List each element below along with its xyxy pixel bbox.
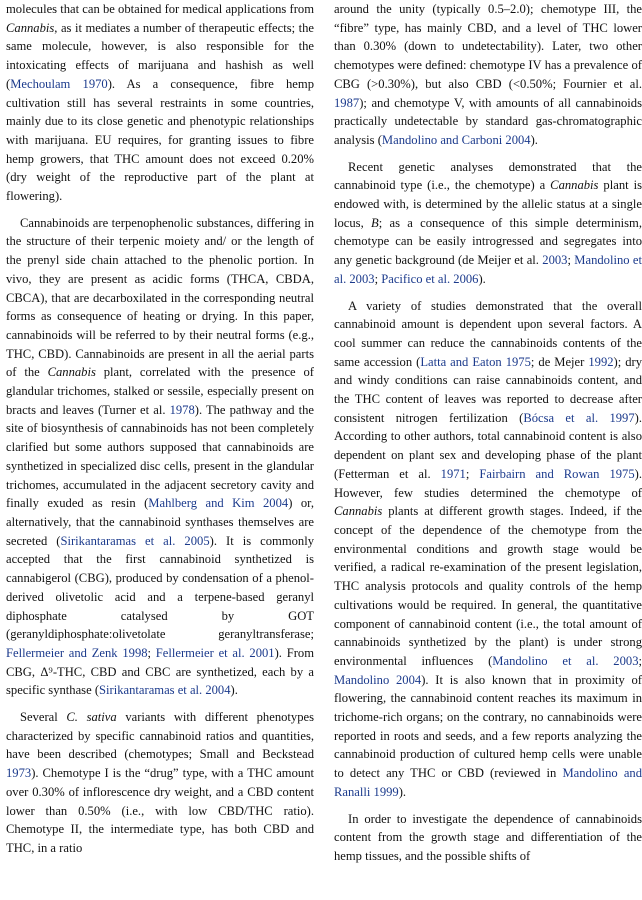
citation-link[interactable]: Mandolino and Carboni 2004 xyxy=(381,132,531,147)
citation-link[interactable]: Latta and Eaton 1975 xyxy=(420,354,531,369)
left-column xyxy=(6,0,314,900)
paragraph-chemotypes: Several C. sativa variants with different phenotypes characterized by specific cannabinoid ratios and quantities, have been described (chemotypes; Small and Beckstead 1973). Chemotype I is the “drug” type, with a THC amount over 0.30% of inflorescence dry weight, and a CBD content lower than 0.50% (i.e., with low CBD/THC ratio). Chemotype II, the intermediate type, has both CBD and THC, in a ratio xyxy=(6,710,314,855)
citation-link[interactable]: Mandolino et al. 2003 xyxy=(334,253,642,286)
paragraph-cannabinoid-factors: A variety of studies demonstrated that the overall cannabinoid amount is dependent upon several factors. A cool summer can reduce the cannabinoids contents of the same accession (Latta and Eaton 1975; de Mejer 1992); dry and windy conditions can raise cannabinoids content, and the THC content of leaves was reported to decrease after consistent nitrogen fertilization (Bócsa et al. 1997). According to other authors, total cannabinoid content is also dependent on plant sex and developing phase of the plant (Fetterman et al. 1971; Fairbairn and Rowan 1975). However, few studies determined the chemotype of Cannabis plants at different growth stages. Indeed, if the concept of the dependence of the chemotype from the environmental conditions and growth stage would be verified, a radical re-examination of the present legislation, THC analysis protocols and quality controls of the hemp cultivations would be required. In general, the quantitative component of cannabinoid content (i.e., the total amount of cannabinoids synthetized by the plant) is under strong environmental influences (Mandolino et al. 2003; Mandolino 2004). It is also known that in proximity of flowering, the cannabinoid content reaches its maximum in trichome-rich organs; on the contrary, no cannabinoids were reported in roots and seeds, and a few reports analyzing the cannabinoid production of cultured hemp cells were unable to detect any THC or CBD (reviewed in Mandolino and Ranalli 1999). xyxy=(334,298,642,799)
citation-link[interactable]: Mahlberg and Kim 2004 xyxy=(148,496,289,511)
paragraph-cannabinoids-structure: Cannabinoids are terpenophenolic substances, differing in the structure of their terpenic moiety and/ or the length of the prenyl side chain attached to the phenolic portion. In vivo, they are present as acidic forms (THCA, CBDA, CBCA), that are decarboxilated in the corresponding neutral forms as consequence of heating or drying. In this paper, cannabinoids will be referred to by their neutral forms (e.g., THC, CBD). Cannabinoids are present in all the aerial parts of the Cannabis plant, correlated with the presence of glandular trichomes, stalked or sessile, especially present on bracts and leaves (Turner et al. 1978). The pathway and the site of biosynthesis of cannabinoids has not been completely clarified but some authors supposed that cannabinoids are synthetized in specialized disc cells, present in the glandular trichomes, accumulated in the adjacent secretory cavity and finally exuded as resin (Mahlberg and Kim 2004) or, alternatively, that the cannabinoid synthases themselves are secreted (Sirikantaramas et al. 2005). It is commonly accepted that the first cannabinoid synthetized is cannabigerol (CBG), produced by condensation of a phenol-derived olivetolic acid and a terpene-based geranyl diphosphate catalysed by GOT (geranyldiphosphate:olivetolate geranyltransferase; Fellermeier and Zenk 1998; Fellermeier et al. 2001). From CBG, Δ⁹-THC, CBD and CBC are synthetized, each by a specific synthase (Sirikantaramas et al. 2004). xyxy=(6,215,315,698)
paragraph-genetic-analyses: Recent genetic analyses demonstrated that the cannabinoid type (i.e., the chemotype) a Cannabis plant is endowed with, is determined by the allelic status at a single locus, B; as a consequence of this simple determinism, chemotype can be easily introgressed and segregates into any genetic background (de Meijer et al. 2003; Mandolino et al. 2003; Pacifico et al. 2006). xyxy=(334,159,642,286)
right-column xyxy=(334,0,642,900)
citation-link[interactable]: 1978 xyxy=(169,402,195,417)
paragraph-medical-applications: molecules that can be obtained for medical applications from Cannabis, as it mediates a number of therapeutic effects; the same molecule, however, is also responsible for the intoxicating effects of marijuana and hashish as well (Mechoulam 1970). As a consequence, fibre hemp cultivation still has several restraints in some countries, mainly due to its close genetic and phenotypic relationships with marijuana. EU requires, for granting issues to fibre hemp growers, that THC amount does not exceed 0.20% (dry weight of the reproductive part of the plant at flowering). xyxy=(6,2,314,204)
paragraph-investigation: In order to investigate the dependence of cannabinoids content from the growth stage and differentiation of the hemp tissues, and the possible shifts of xyxy=(334,811,642,863)
citation-link[interactable]: Sirikantaramas et al. 2004 xyxy=(99,683,231,698)
citation-link[interactable]: Fairbairn and Rowan 1975 xyxy=(479,466,635,481)
citation-link[interactable]: Pacifico et al. 2006 xyxy=(381,271,479,286)
citation-link[interactable]: 1973 xyxy=(6,766,32,781)
citation-link[interactable]: 1992 xyxy=(588,354,614,369)
citation-link[interactable]: Mandolino et al. 2003 xyxy=(492,653,639,668)
citation-link[interactable]: Sirikantaramas et al. 2005 xyxy=(60,533,210,548)
citation-link[interactable]: Mandolino 2004 xyxy=(334,672,422,687)
citation-link[interactable]: Mandolino and Ranalli 1999 xyxy=(334,766,642,799)
citation-link[interactable]: 1987 xyxy=(334,95,360,110)
citation-link[interactable]: Mechoulam 1970 xyxy=(10,76,108,91)
paragraph-chemotype-continued: around the unity (typically 0.5–2.0); chemotype III, the “fibre” type, has mainly CBD, and a level of THC lower than 0.30% (down to undetectability). Later, two other chemotypes were defined: chemotype IV has a prevalence of CBG (>0.30%), but also CBD (<0.50%; Fournier et al. 1987); and chemotype V, with amounts of all cannabinoids practically undetectable by standard gas-chromatographic analysis (Mandolino and Carboni 2004). xyxy=(334,2,642,147)
citation-link[interactable]: Fellermeier and Zenk 1998 xyxy=(6,645,148,660)
citation-link[interactable]: 1971 xyxy=(440,466,466,481)
citation-link[interactable]: 2003 xyxy=(542,253,568,268)
citation-link[interactable]: Fellermeier et al. 2001 xyxy=(155,645,275,660)
citation-link[interactable]: Bócsa et al. 1997 xyxy=(523,410,635,425)
